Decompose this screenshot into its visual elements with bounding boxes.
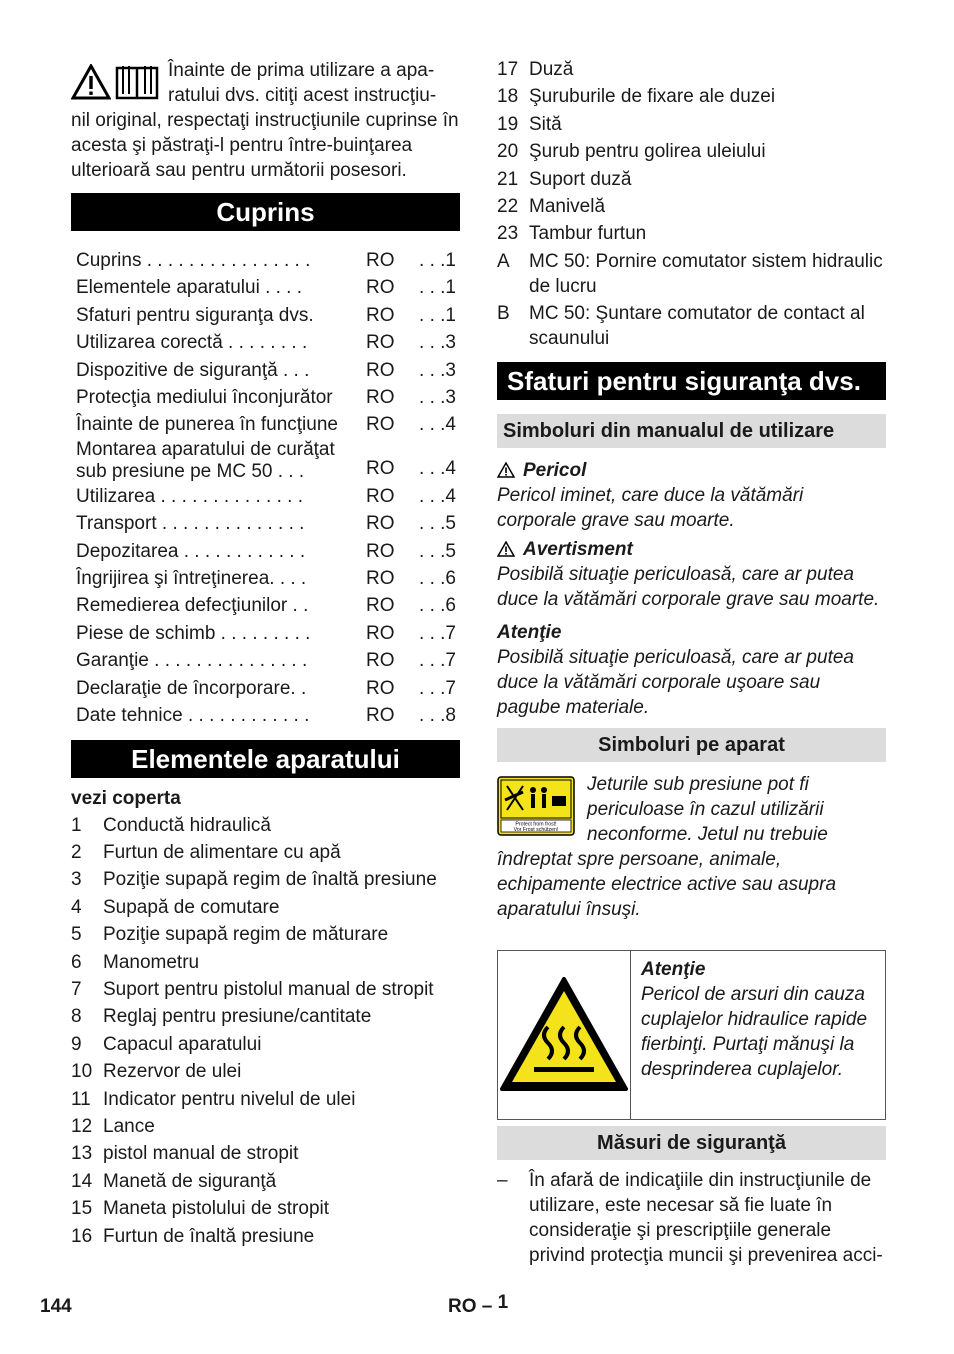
list-item: [71, 1140, 460, 1167]
toc-page: . . .8: [419, 705, 456, 727]
toc-lang: RO: [366, 485, 395, 507]
toc-title: Sfaturi pentru siguranţa dvs.: [76, 304, 314, 326]
list-item-number: 3: [71, 869, 82, 891]
simboluri-manual-heading: Simboluri din manualul de utilizare: [497, 414, 886, 448]
list-item-text: Manetă de siguranţă: [103, 1170, 277, 1192]
list-item: [71, 921, 460, 948]
intro: [71, 58, 460, 183]
list-item: [71, 1003, 460, 1030]
toc-row[interactable]: [71, 274, 460, 301]
list-item: [497, 111, 886, 138]
list-item-number: 8: [71, 1006, 82, 1028]
toc-lang: RO: [366, 458, 395, 480]
toc-lang: RO: [366, 414, 395, 436]
toc-page: . . .4: [419, 414, 456, 436]
toc-page: . . .7: [419, 622, 456, 644]
toc-title: Declaraţie de încorporare. .: [76, 677, 307, 699]
list-item-number: 12: [71, 1115, 93, 1137]
list-item-text: Manometru: [103, 951, 200, 973]
footer-lang: [448, 1292, 509, 1318]
avertisment-heading: [497, 537, 886, 562]
toc-row[interactable]: [71, 565, 460, 592]
hot-surface-text-block: [631, 951, 885, 1119]
list-item: [71, 839, 460, 866]
list-item-number: 14: [71, 1170, 93, 1192]
jet-text: Jeturile sub presiune pot fi periculoase în cazul utilizării neconforme. Jetul nu trebuie îndreptat spre persoane, animale, echipamente electrice active sau asupra aparatului însuşi.: [497, 773, 837, 920]
toc-row[interactable]: [71, 357, 460, 384]
toc-title: Înainte de punerea în funcţiune: [76, 414, 338, 436]
pressure-jet-warning-label-icon: [497, 776, 575, 836]
list-item-number: 15: [71, 1198, 93, 1220]
toc-row[interactable]: [71, 510, 460, 537]
list-item-number: 19: [497, 113, 519, 135]
elemente-subtitle: vezi coperta: [71, 787, 181, 809]
toc-title: Utilizarea corectă . . . . . . . .: [76, 332, 308, 354]
footer-num: 1: [497, 1292, 509, 1313]
list-item: [71, 866, 460, 893]
toc-page: . . .6: [419, 595, 456, 617]
list-item-number: 9: [71, 1033, 82, 1055]
toc-lang: RO: [366, 705, 395, 727]
elemente-list-left: [71, 812, 460, 1251]
toc-title: Remedierea defecţiunilor . .: [76, 595, 309, 617]
list-item-number: 17: [497, 59, 519, 80]
intro-line2: ratului dvs. citiţi acest instrucţiu-: [168, 85, 437, 106]
list-item-text: Furtun de alimentare cu apă: [103, 841, 341, 863]
list-item-number: 1: [71, 814, 82, 836]
list-item: [497, 56, 886, 83]
footer-sep: –: [481, 1296, 493, 1317]
toc-page: . . .5: [419, 513, 456, 535]
toc-page: . . .4: [419, 458, 456, 480]
list-item: [497, 138, 886, 165]
list-item: [71, 1168, 460, 1195]
toc-title: Cuprins . . . . . . . . . . . . . . . .: [76, 250, 311, 271]
toc-lang: RO: [366, 650, 395, 672]
jet-warning: [497, 772, 886, 922]
toc-title: Date tehnice . . . . . . . . . . . .: [76, 705, 310, 727]
toc-lang: RO: [366, 677, 395, 699]
toc-lang: RO: [366, 622, 395, 644]
atentie-heading: Atenţie: [497, 621, 562, 643]
toc-lang: RO: [366, 277, 395, 299]
list-item: [497, 83, 886, 110]
toc-page: . . .4: [419, 485, 456, 507]
toc-page: . . .1: [419, 304, 456, 326]
list-item-text: MC 50: Pornire comutator sistem hidraulic de lucru: [529, 250, 883, 297]
toc-page: . . .6: [419, 568, 456, 590]
frost-label-1: Protect from frost!: [515, 821, 557, 828]
toc-row[interactable]: [71, 411, 460, 438]
right-column: [497, 58, 886, 1268]
list-item-text: Supapă de comutare: [103, 896, 280, 918]
toc-row[interactable]: [71, 675, 460, 702]
atentie-text: Posibilă situaţie periculoasă, care ar putea duce la vătămări corporale uşoare sau pagube materiale.: [497, 646, 854, 718]
hot-surface-box: [497, 950, 886, 1120]
toc-page: . . .3: [419, 387, 456, 409]
hot-surface-heading: Atenţie: [641, 958, 706, 980]
list-item: [497, 300, 886, 352]
list-item-text: Lance: [103, 1115, 155, 1137]
toc-lang: RO: [366, 250, 395, 271]
intro-icons: [71, 64, 159, 100]
toc-page: . . .3: [419, 359, 456, 381]
toc-title: Utilizarea . . . . . . . . . . . . . .: [76, 485, 303, 507]
list-item-text: Şurub pentru golirea uleiului: [529, 141, 766, 163]
list-item-text: Indicator pentru nivelul de ulei: [103, 1088, 356, 1110]
hot-surface-text: Pericol de arsuri din cauza cuplajelor hidraulice rapide fierbinţi. Purtaţi mănuşi la desprinderea cuplajelor.: [641, 983, 868, 1080]
toc-row[interactable]: [71, 647, 460, 674]
toc-lang: RO: [366, 332, 395, 354]
toc-page: . . .1: [419, 277, 456, 299]
toc-title: Dispozitive de siguranţă . . .: [76, 359, 310, 381]
list-item-number: 5: [71, 924, 82, 946]
masuri-heading: Măsuri de siguranţă: [497, 1126, 886, 1160]
hot-surface-warning-icon: [498, 975, 630, 1095]
toc-title: Garanţie . . . . . . . . . . . . . . .: [76, 650, 308, 672]
list-item-text: Suport pentru pistolul manual de stropit: [103, 978, 434, 1000]
warning-icon: [497, 462, 515, 478]
list-item-number: 20: [497, 141, 519, 163]
toc-page: . . .7: [419, 650, 456, 672]
cuprins-heading: Cuprins: [71, 193, 460, 231]
toc-page: . . .5: [419, 540, 456, 562]
toc: [71, 247, 460, 730]
list-item-text: Capacul aparatului: [103, 1033, 262, 1055]
list-item-number: A: [497, 250, 510, 272]
pericol-heading: [497, 458, 886, 483]
list-item: [71, 976, 460, 1003]
list-item-number: 11: [71, 1088, 91, 1110]
toc-lang: RO: [366, 595, 395, 617]
list-item-text: Manivelă: [529, 196, 606, 218]
masuri-item: [497, 1168, 886, 1268]
list-item: [71, 1195, 460, 1222]
toc-title: Îngrijirea şi întreţinerea. . . .: [76, 568, 307, 590]
list-item-text: Poziţie supapă regim de înaltă presiune: [103, 869, 437, 891]
toc-lang: RO: [366, 359, 395, 381]
elemente-heading: Elementele aparatului: [71, 740, 460, 778]
masuri-dash: –: [497, 1169, 508, 1191]
toc-row[interactable]: [71, 592, 460, 619]
toc-page: . . .1: [419, 250, 456, 271]
page-number: 144: [40, 1296, 72, 1317]
toc-row[interactable]: [71, 302, 460, 329]
list-item: [71, 949, 460, 976]
list-item-number: 7: [71, 978, 82, 1000]
toc-lang: RO: [366, 513, 395, 535]
toc-row[interactable]: [71, 329, 460, 356]
list-item: [497, 220, 886, 247]
list-item-text: Duză: [529, 59, 574, 80]
list-item: [497, 248, 886, 300]
list-item: [71, 1223, 460, 1250]
toc-row[interactable]: [71, 538, 460, 565]
list-item-number: 2: [71, 841, 82, 863]
toc-lang: RO: [366, 568, 395, 590]
list-item-number: 21: [497, 168, 519, 190]
list-item: [71, 1031, 460, 1058]
list-item-text: Sită: [529, 113, 562, 135]
list-item: [71, 894, 460, 921]
list-item: [71, 1058, 460, 1085]
list-item-number: 4: [71, 896, 82, 918]
left-column: [71, 58, 460, 1250]
toc-lang: RO: [366, 540, 395, 562]
list-item-number: 13: [71, 1143, 93, 1165]
list-item-text: Reglaj pentru presiune/cantitate: [103, 1006, 372, 1028]
toc-title: Elementele aparatului . . . .: [76, 277, 303, 299]
elemente-list-right: [497, 56, 886, 352]
list-item-text: Poziţie supapă regim de măturare: [103, 924, 389, 946]
list-item-text: pistol manual de stropit: [103, 1143, 299, 1165]
toc-title: Piese de schimb . . . . . . . . .: [76, 622, 311, 644]
hot-surface-image: [498, 951, 631, 1119]
list-item-number: 22: [497, 196, 519, 218]
toc-title: Transport . . . . . . . . . . . . . .: [76, 513, 305, 535]
toc-title: Protecţia mediului înconjurător: [76, 387, 333, 409]
intro-line1: Înainte de prima utilizare a apa-: [168, 60, 435, 81]
toc-row[interactable]: [71, 702, 460, 729]
pericol-label: Pericol: [523, 459, 587, 481]
list-item-text: Şuruburile de fixare ale duzei: [529, 86, 776, 108]
sfaturi-heading: Sfaturi pentru siguranţa dvs.: [497, 362, 886, 400]
list-item-number: 16: [71, 1225, 93, 1247]
list-item-number: 23: [497, 223, 519, 245]
list-item: [71, 812, 460, 839]
avertisment-label: Avertisment: [523, 538, 633, 560]
list-item: [71, 1113, 460, 1140]
toc-title: Montarea aparatului de curăţat sub presiune pe MC 50 . . .: [76, 438, 335, 482]
intro-rest: nil original, respectaţi instrucţiunile cuprinse în acesta şi păstraţi-l pentru între-buinţarea ulterioară sau pentru următorii posesori.: [71, 110, 459, 181]
list-item: [71, 1086, 460, 1113]
avertisment-text: Posibilă situaţie periculoasă, care ar putea duce la vătămări corporale grave sau moarte.: [497, 563, 880, 610]
toc-row[interactable]: [71, 483, 460, 510]
frost-label-2: Vor Frost schützen!: [513, 826, 559, 833]
list-item-text: MC 50: Şuntare comutator de contact al scaunului: [529, 302, 865, 349]
pericol-text: Pericol iminet, care duce la vătămări corporale grave sau moarte.: [497, 484, 804, 531]
toc-page: . . .3: [419, 332, 456, 354]
list-item-text: Maneta pistolului de stropit: [103, 1198, 330, 1220]
list-item-text: Conductă hidraulică: [103, 814, 271, 836]
toc-lang: RO: [366, 304, 395, 326]
toc-row[interactable]: [71, 620, 460, 647]
toc-row[interactable]: [71, 384, 460, 411]
list-item-text: Rezervor de ulei: [103, 1061, 242, 1083]
list-item-text: Suport duză: [529, 168, 632, 190]
toc-lang: RO: [366, 387, 395, 409]
list-item-text: Furtun de înaltă presiune: [103, 1225, 315, 1247]
masuri-text: În afară de indicaţiile din instrucţiunile de utilizare, este necesar să fie luate în consideraţie şi prescripţiile generale privind protecţia muncii şi prevenirea acci-: [529, 1169, 883, 1266]
toc-title: Depozitarea . . . . . . . . . . . .: [76, 540, 306, 562]
list-item-number: 6: [71, 951, 82, 973]
list-item-number: 18: [497, 86, 519, 108]
list-item-number: 10: [71, 1061, 93, 1083]
list-item: [497, 166, 886, 193]
footer-lang-code: RO: [448, 1296, 477, 1317]
warning-icon: [497, 541, 515, 557]
simboluri-aparat-heading: Simboluri pe aparat: [497, 728, 886, 762]
list-item-number: B: [497, 302, 510, 324]
list-item: [497, 193, 886, 220]
toc-row[interactable]: [71, 247, 460, 274]
manual-book-icon: [115, 64, 159, 100]
toc-page: . . .7: [419, 677, 456, 699]
warning-icon: [71, 64, 111, 100]
toc-row[interactable]: [71, 439, 460, 483]
list-item-text: Tambur furtun: [529, 223, 647, 245]
